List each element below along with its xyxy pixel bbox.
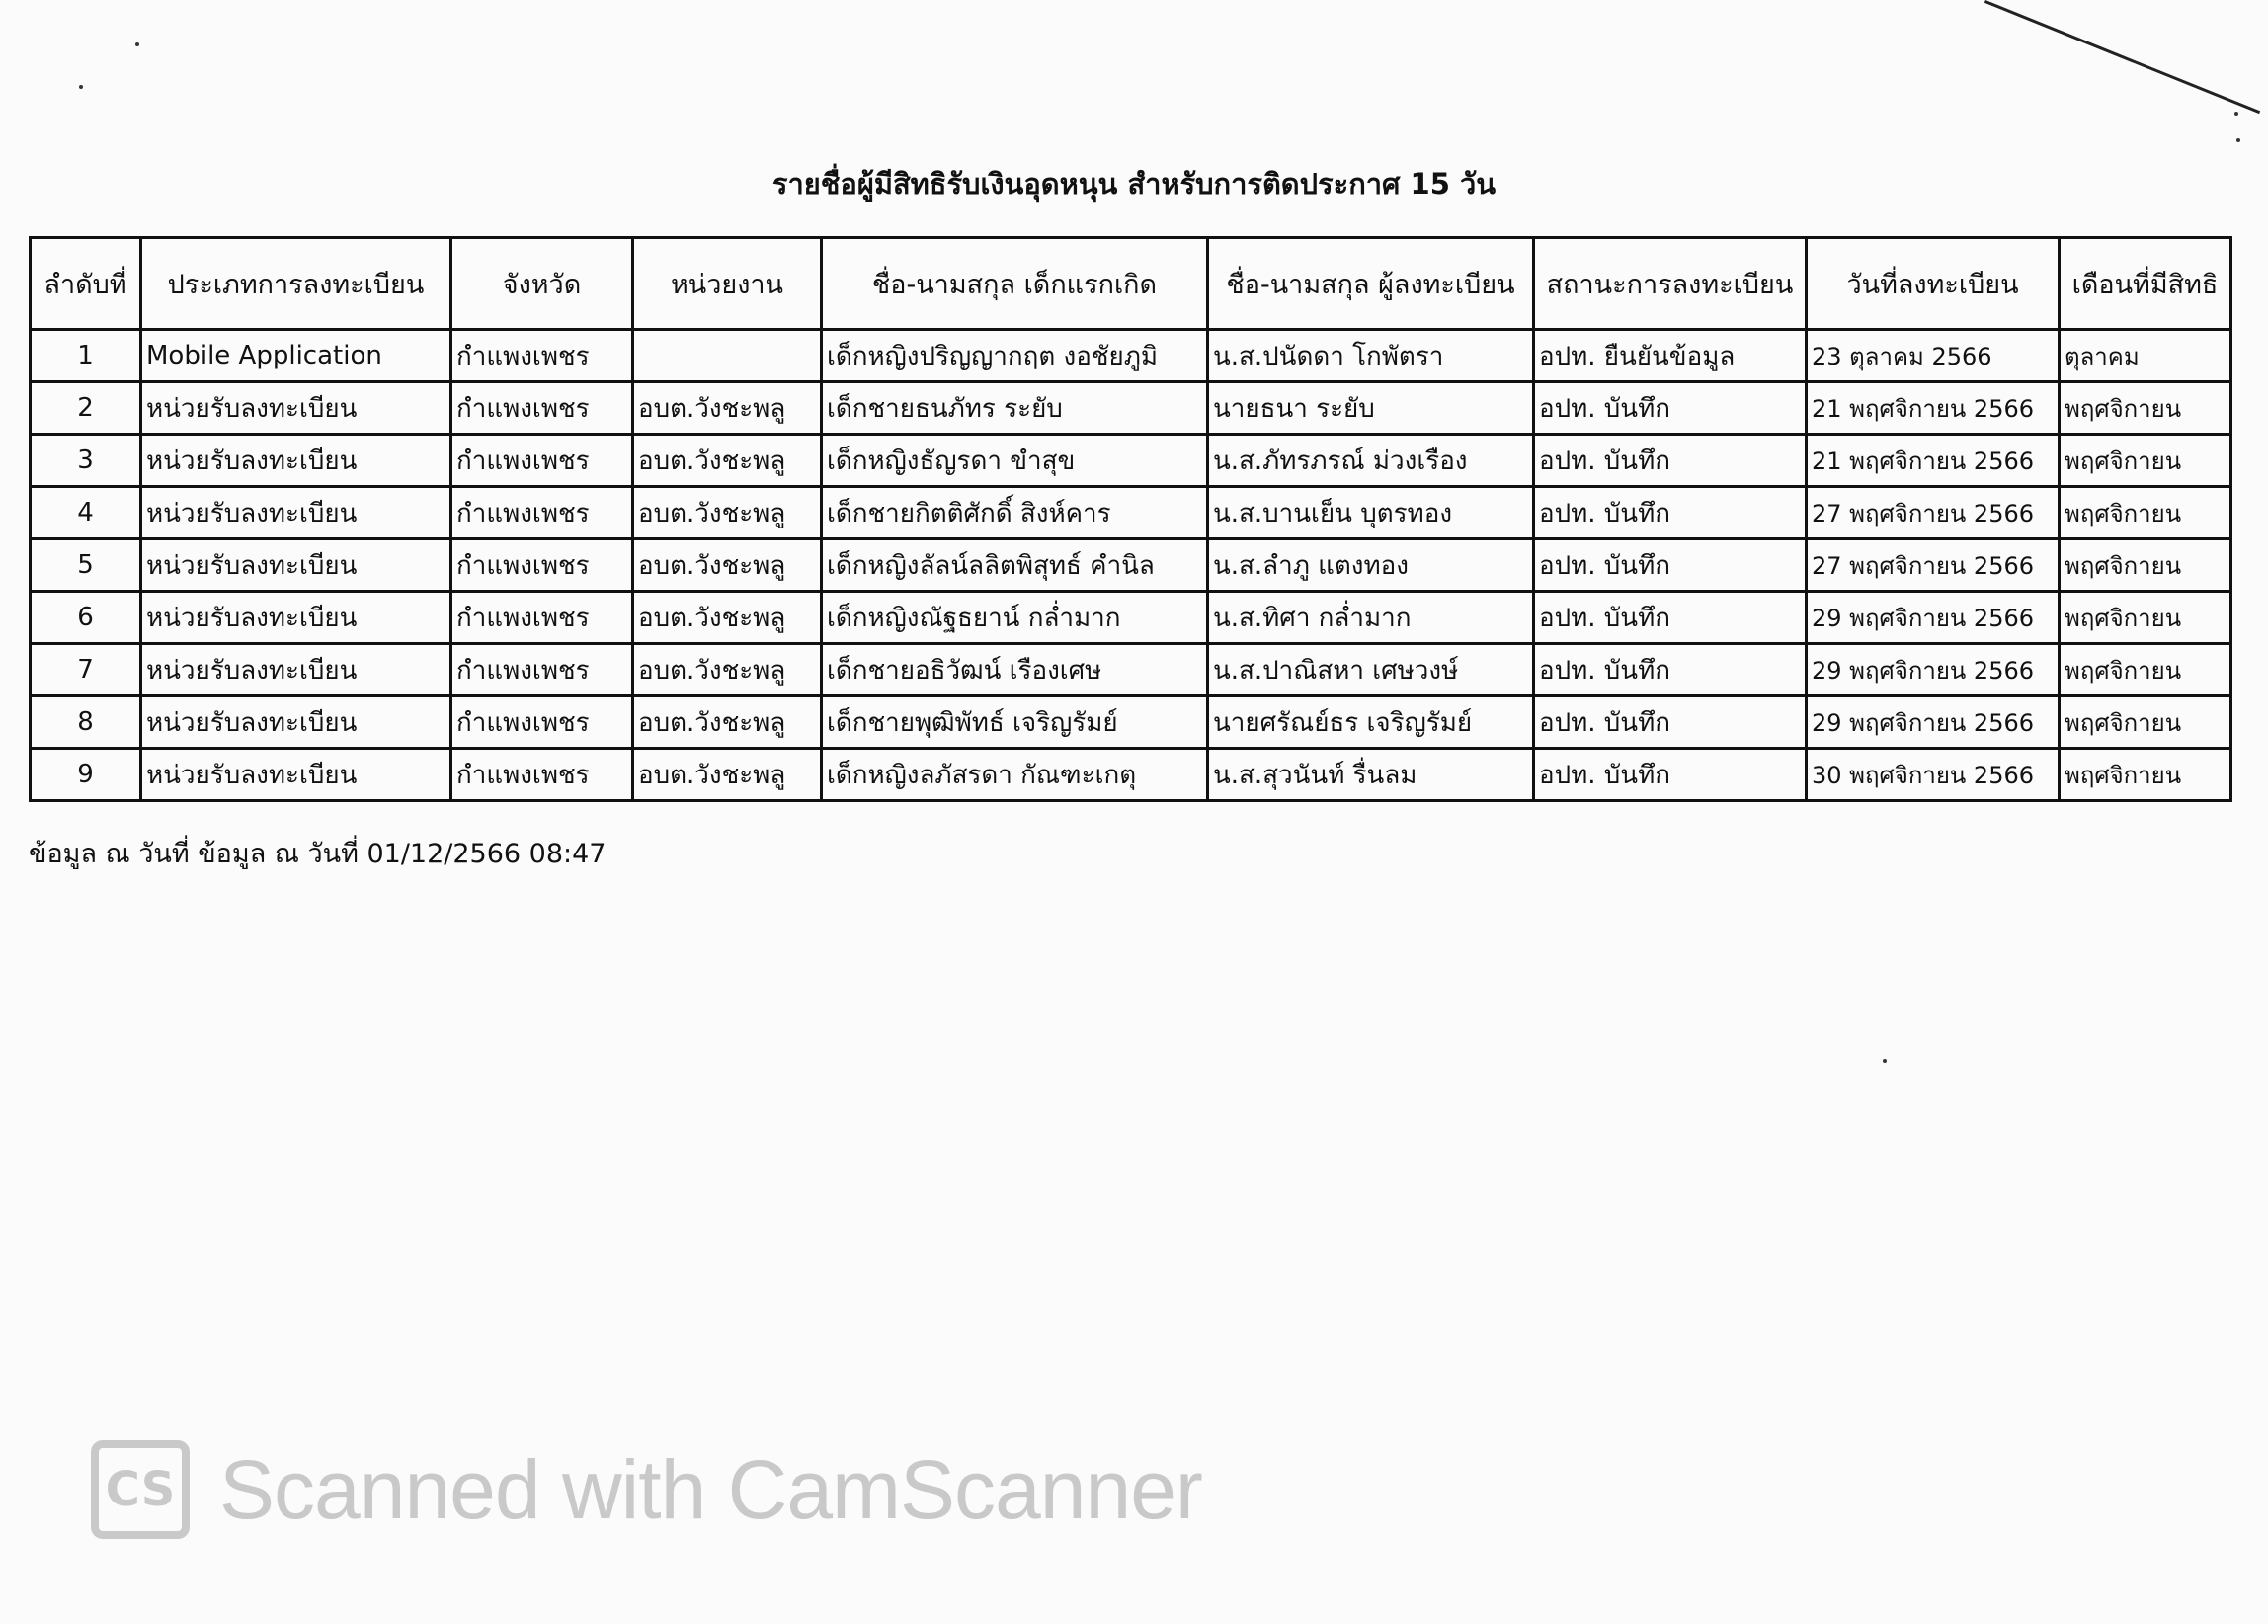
cell-status: อปท. บันทึก: [1534, 539, 1807, 592]
cell-agency: อบต.วังชะพลู: [633, 696, 822, 749]
scan-speck: [2236, 138, 2240, 142]
cell-seq: 3: [31, 435, 141, 487]
cell-month: พฤศจิกายน: [2060, 382, 2231, 435]
cell-registration-type: หน่วยรับลงทะเบียน: [141, 749, 451, 801]
cell-province: กำแพงเพชร: [451, 539, 633, 592]
cell-registrant-name: น.ส.ภัทรภรณ์ ม่วงเรือง: [1208, 435, 1534, 487]
cell-status: อปท. บันทึก: [1534, 435, 1807, 487]
cell-agency: อบต.วังชะพลู: [633, 487, 822, 539]
table-row: [31, 382, 2231, 435]
cell-newborn-name: เด็กหญิงณัฐธยาน์ กล่ำมาก: [822, 592, 1208, 644]
cell-seq: 8: [31, 696, 141, 749]
scan-speck: [2234, 112, 2238, 116]
cell-registrant-name: น.ส.ทิศา กล่ำมาก: [1208, 592, 1534, 644]
cell-seq: 2: [31, 382, 141, 435]
cell-status: อปท. บันทึก: [1534, 749, 1807, 801]
cell-registration-type: หน่วยรับลงทะเบียน: [141, 539, 451, 592]
cell-status: อปท. บันทึก: [1534, 382, 1807, 435]
document-title: รายชื่อผู้มีสิทธิรับเงินอุดหนุน สำหรับการติดประกาศ 15 วัน: [771, 167, 1497, 201]
camscanner-logo: CS: [91, 1440, 190, 1539]
table-row: [31, 487, 2231, 539]
cell-registration-type: หน่วยรับลงทะเบียน: [141, 592, 451, 644]
cell-date: 21 พฤศจิกายน 2566: [1807, 435, 2060, 487]
cell-registration-type: หน่วยรับลงทะเบียน: [141, 644, 451, 696]
cell-month: พฤศจิกายน: [2060, 487, 2231, 539]
cell-seq: 5: [31, 539, 141, 592]
scan-edge-line: [1984, 0, 2260, 114]
header-registration-type: ประเภทการลงทะเบียน: [141, 238, 451, 330]
cell-month: พฤศจิกายน: [2060, 592, 2231, 644]
header-registrant-name: ชื่อ-นามสกุล ผู้ลงทะเบียน: [1208, 238, 1534, 330]
cell-agency: อบต.วังชะพลู: [633, 539, 822, 592]
watermark-text: Scanned with CamScanner: [219, 1442, 1202, 1536]
cell-newborn-name: เด็กชายพุฒิพัทธ์ เจริญรัมย์: [822, 696, 1208, 749]
header-newborn-name: ชื่อ-นามสกุล เด็กแรกเกิด: [822, 238, 1208, 330]
table-row: [31, 330, 2231, 382]
cell-newborn-name: เด็กชายกิตติศักดิ์ สิงห์คาร: [822, 487, 1208, 539]
cell-province: กำแพงเพชร: [451, 330, 633, 382]
table-row: [31, 592, 2231, 644]
cell-newborn-name: เด็กหญิงลภัสรดา กัณฑะเกตุ: [822, 749, 1208, 801]
cell-newborn-name: เด็กหญิงลัลน์ลลิตพิสุทธ์ คำนิล: [822, 539, 1208, 592]
header-agency: หน่วยงาน: [633, 238, 822, 330]
cell-province: กำแพงเพชร: [451, 487, 633, 539]
camscanner-watermark: [91, 1440, 1202, 1539]
header-eligible-month: เดือนที่มีสิทธิ: [2060, 238, 2231, 330]
table-body: [31, 330, 2231, 801]
cell-seq: 1: [31, 330, 141, 382]
header-seq: ลำดับที่: [31, 238, 141, 330]
cell-newborn-name: เด็กหญิงปริญญากฤต งอชัยภูมิ: [822, 330, 1208, 382]
header-registration-status: สถานะการลงทะเบียน: [1534, 238, 1807, 330]
header-province: จังหวัด: [451, 238, 633, 330]
cell-month: พฤศจิกายน: [2060, 644, 2231, 696]
cell-seq: 6: [31, 592, 141, 644]
table-row: [31, 749, 2231, 801]
registration-table: [29, 236, 2232, 802]
cell-agency: อบต.วังชะพลู: [633, 749, 822, 801]
header-registration-date: วันที่ลงทะเบียน: [1807, 238, 2060, 330]
scan-speck: [1883, 1059, 1887, 1063]
cell-province: กำแพงเพชร: [451, 644, 633, 696]
cell-seq: 4: [31, 487, 141, 539]
cell-registrant-name: น.ส.สุวนันท์ รื่นลม: [1208, 749, 1534, 801]
cell-province: กำแพงเพชร: [451, 435, 633, 487]
cell-registrant-name: นายศรัณย์ธร เจริญรัมย์: [1208, 696, 1534, 749]
cell-registration-type: หน่วยรับลงทะเบียน: [141, 435, 451, 487]
table-row: [31, 644, 2231, 696]
cell-province: กำแพงเพชร: [451, 696, 633, 749]
cell-agency: อบต.วังชะพลู: [633, 435, 822, 487]
cell-seq: 9: [31, 749, 141, 801]
cell-month: พฤศจิกายน: [2060, 696, 2231, 749]
cell-status: อปท. บันทึก: [1534, 487, 1807, 539]
cell-month: พฤศจิกายน: [2060, 749, 2231, 801]
cell-status: อปท. บันทึก: [1534, 696, 1807, 749]
cell-province: กำแพงเพชร: [451, 382, 633, 435]
cell-agency: อบต.วังชะพลู: [633, 382, 822, 435]
table-row: [31, 539, 2231, 592]
cell-registrant-name: นายธนา ระยับ: [1208, 382, 1534, 435]
cell-registration-type: หน่วยรับลงทะเบียน: [141, 696, 451, 749]
cell-registrant-name: น.ส.ปนัดดา โกพัตรา: [1208, 330, 1534, 382]
table-row: [31, 696, 2231, 749]
cell-date: 30 พฤศจิกายน 2566: [1807, 749, 2060, 801]
cell-registrant-name: น.ส.ปาณิสหา เศษวงษ์: [1208, 644, 1534, 696]
cell-month: พฤศจิกายน: [2060, 539, 2231, 592]
cell-agency: [633, 330, 822, 382]
data-timestamp-note: ข้อมูล ณ วันที่ ข้อมูล ณ วันที่ 01/12/2566 08:47: [29, 839, 607, 869]
cell-date: 27 พฤศจิกายน 2566: [1807, 539, 2060, 592]
cell-date: 29 พฤศจิกายน 2566: [1807, 696, 2060, 749]
cell-registrant-name: น.ส.ลำภู แตงทอง: [1208, 539, 1534, 592]
cell-month: ตุลาคม: [2060, 330, 2231, 382]
cell-province: กำแพงเพชร: [451, 749, 633, 801]
cell-month: พฤศจิกายน: [2060, 435, 2231, 487]
cell-agency: อบต.วังชะพลู: [633, 644, 822, 696]
cell-province: กำแพงเพชร: [451, 592, 633, 644]
cell-date: 27 พฤศจิกายน 2566: [1807, 487, 2060, 539]
cell-registration-type: หน่วยรับลงทะเบียน: [141, 487, 451, 539]
cell-status: อปท. ยืนยันข้อมูล: [1534, 330, 1807, 382]
table-row: [31, 435, 2231, 487]
cell-date: 21 พฤศจิกายน 2566: [1807, 382, 2060, 435]
cell-status: อปท. บันทึก: [1534, 644, 1807, 696]
cell-newborn-name: เด็กชายธนภัทร ระยับ: [822, 382, 1208, 435]
cell-agency: อบต.วังชะพลู: [633, 592, 822, 644]
cell-seq: 7: [31, 644, 141, 696]
scan-speck: [79, 85, 83, 89]
cell-registration-type: Mobile Application: [141, 330, 451, 382]
cell-status: อปท. บันทึก: [1534, 592, 1807, 644]
cell-date: 29 พฤศจิกายน 2566: [1807, 592, 2060, 644]
cell-date: 23 ตุลาคม 2566: [1807, 330, 2060, 382]
cell-date: 29 พฤศจิกายน 2566: [1807, 644, 2060, 696]
scan-speck: [135, 42, 139, 46]
cell-registration-type: หน่วยรับลงทะเบียน: [141, 382, 451, 435]
cell-registrant-name: น.ส.บานเย็น บุตรทอง: [1208, 487, 1534, 539]
cell-newborn-name: เด็กหญิงธัญรดา ขำสุข: [822, 435, 1208, 487]
cell-newborn-name: เด็กชายอธิวัฒน์ เรืองเศษ: [822, 644, 1208, 696]
table-header-row: [31, 238, 2231, 330]
